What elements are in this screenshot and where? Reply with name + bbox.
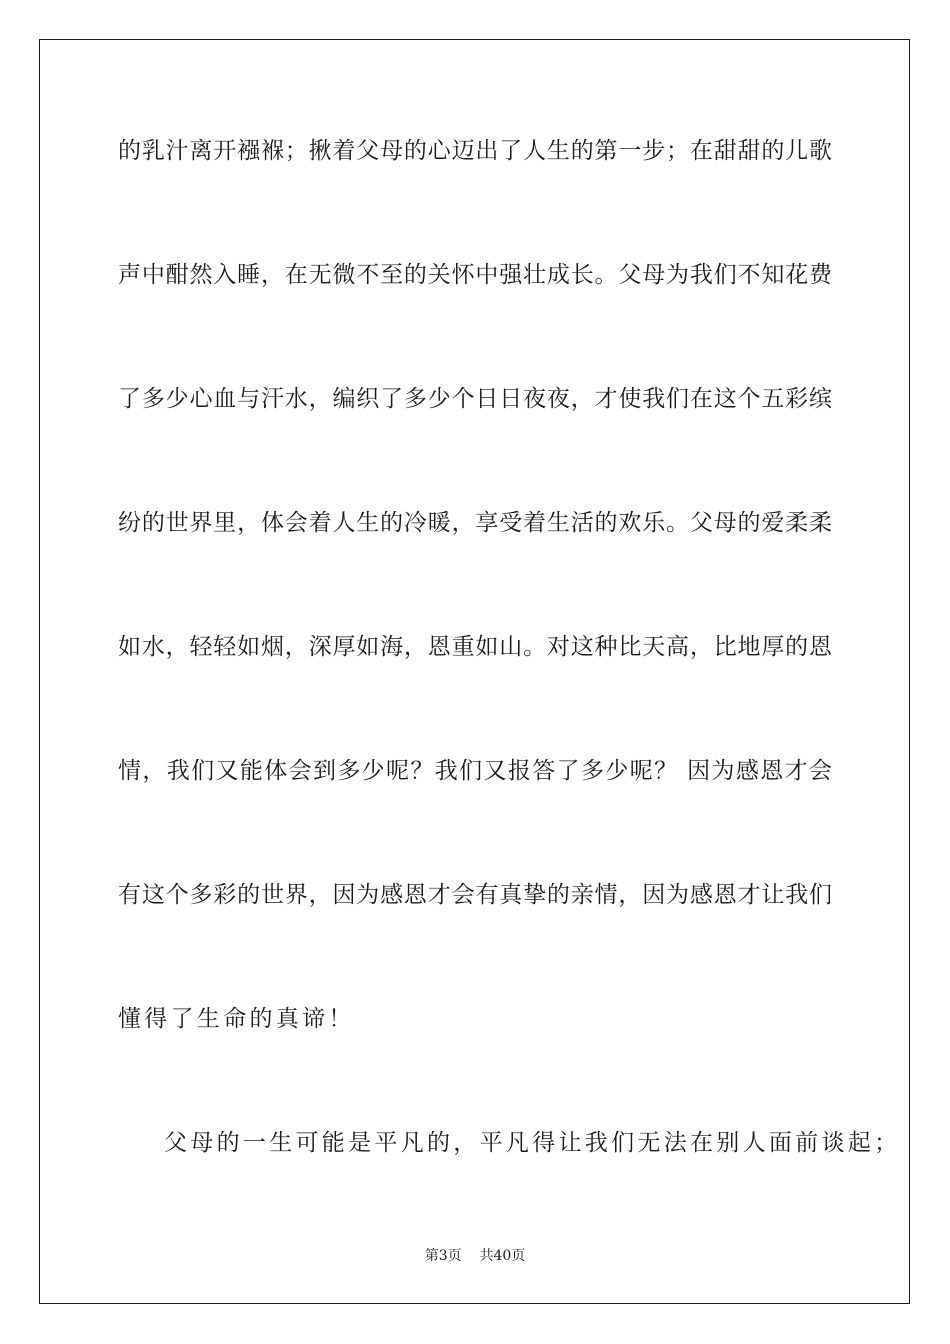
paragraph-line-5: 如水，轻轻如烟，深厚如海，恩重如山。对这种比天高，比地厚的恩 — [118, 634, 832, 660]
paragraph-line-1: 的乳汁离开襁褓；揪着父母的心迈出了人生的第一步；在甜甜的儿歌 — [118, 138, 832, 164]
page-total: 共40页 — [479, 1248, 526, 1264]
paragraph-line-9: 父母的一生可能是平凡的，平凡得让我们无法在别人面前谈起； — [164, 1130, 901, 1156]
paragraph-line-7: 有这个多彩的世界，因为感恩才会有真挚的亲情，因为感恩才让我们 — [118, 882, 832, 908]
paragraph-line-8: 懂得了生命的真谛！ — [118, 1006, 355, 1032]
paragraph-line-3: 了多少心血与汗水，编织了多少个日日夜夜，才使我们在这个五彩缤 — [118, 386, 832, 412]
paragraph-line-4: 纷的世界里，体会着人生的冷暖，享受着生活的欢乐。父母的爱柔柔 — [118, 510, 832, 536]
paragraph-line-2: 声中酣然入睡，在无微不至的关怀中强壮成长。父母为我们不知花费 — [118, 262, 832, 288]
page-number: 第3页 — [424, 1248, 462, 1264]
paragraph-line-6: 情，我们又能体会到多少呢？我们又报答了多少呢？ 因为感恩才会 — [118, 758, 832, 784]
page-footer — [0, 1247, 950, 1265]
page-border — [39, 39, 910, 1304]
